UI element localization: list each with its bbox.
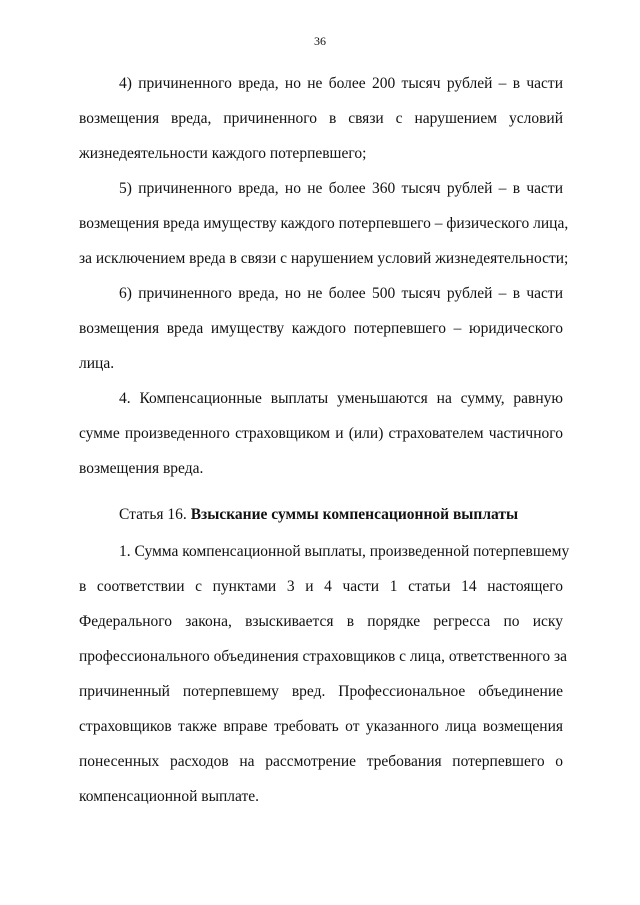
paragraph-line: 6) причиненного вреда, но не более 500 тысяч рублей – в части	[119, 285, 563, 302]
paragraph-line: 4) причиненного вреда, но не более 200 тысяч рублей – в части	[119, 75, 563, 92]
paragraph-line: сумме произведенного страховщиком и (или) страхователем частичного	[79, 425, 563, 442]
paragraph-line: возмещения вреда, причиненного в связи с нарушением условий	[79, 110, 563, 127]
paragraph-line: возмещения вреда имуществу каждого потерпевшего – физического лица,	[79, 215, 569, 232]
paragraph-line: жизнедеятельности каждого потерпевшего;	[79, 145, 367, 162]
paragraph-line: причиненный потерпевшему вред. Профессиональное объединение	[79, 683, 563, 700]
paragraph-line: в соответствии с пунктами 3 и 4 части 1 статьи 14 настоящего	[79, 578, 563, 595]
paragraph-line: Федерального закона, взыскивается в порядке регресса по иску	[79, 613, 563, 630]
paragraph-line: 1. Сумма компенсационной выплаты, произведенной потерпевшему	[119, 543, 570, 560]
paragraph-line: возмещения вреда.	[79, 460, 204, 477]
paragraph-line: компенсационной выплате.	[79, 788, 260, 805]
paragraph-line: 4. Компенсационные выплаты уменьшаются на сумму, равную	[119, 390, 563, 407]
article-title: Взыскание суммы компенсационной выплаты	[190, 506, 519, 523]
paragraph-line: за исключением вреда в связи с нарушением условий жизнедеятельности;	[79, 250, 569, 267]
paragraph-line: возмещения вреда имуществу каждого потерпевшего – юридического	[79, 320, 563, 337]
article-heading	[119, 505, 563, 525]
paragraph-line: профессионального объединения страховщиков с лица, ответственного за	[79, 648, 567, 665]
paragraph-line: страховщиков также вправе требовать от указанного лица возмещения	[79, 718, 563, 735]
article-prefix: Статья 16.	[119, 506, 187, 523]
page-number: 36	[314, 34, 326, 48]
paragraph-line: лица.	[79, 355, 115, 372]
paragraph-line: понесенных расходов на рассмотрение требования потерпевшего о	[79, 753, 563, 770]
paragraph-line: 5) причиненного вреда, но не более 360 тысяч рублей – в части	[119, 180, 563, 197]
